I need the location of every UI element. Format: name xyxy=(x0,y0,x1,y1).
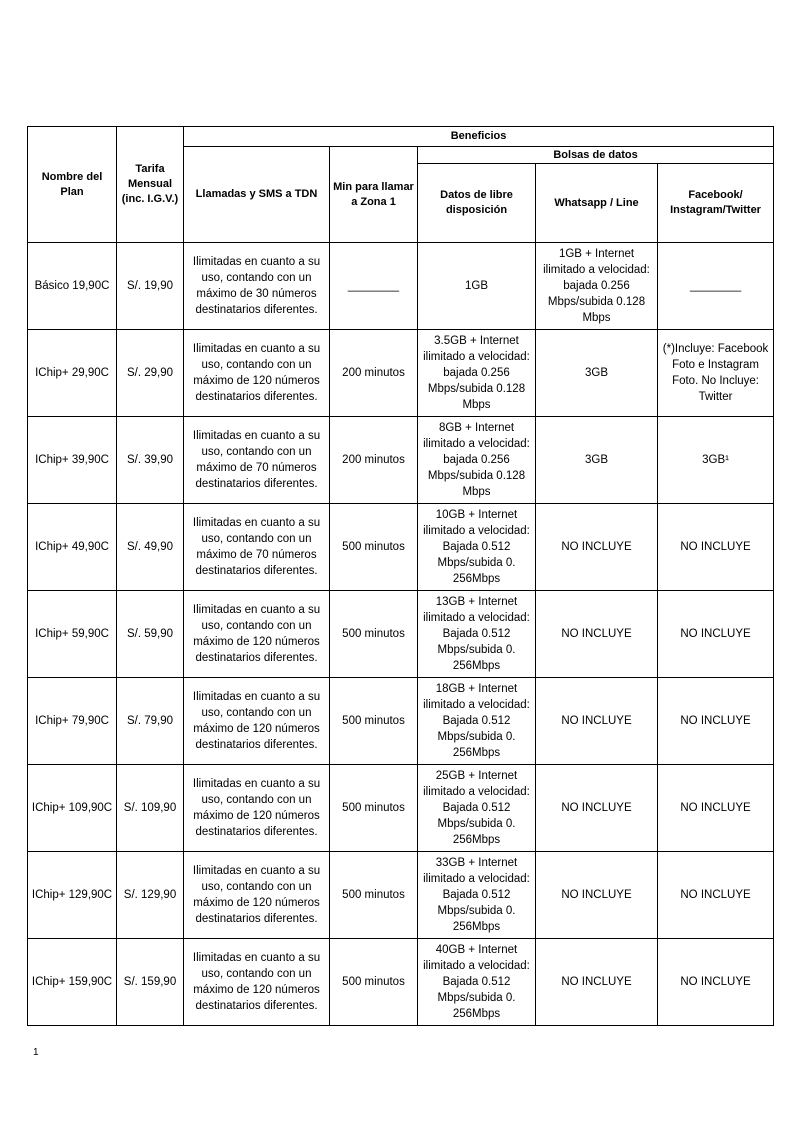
header-data-bags: Bolsas de datos xyxy=(418,147,774,164)
cell-rate: S/. 59,90 xyxy=(117,591,184,678)
cell-whatsapp: NO INCLUYE xyxy=(536,765,658,852)
cell-whatsapp: 3GB xyxy=(536,330,658,417)
cell-data: 33GB + Internet ilimitado a velocidad: Bajada 0.512 Mbps/subida 0. 256Mbps xyxy=(418,852,536,939)
cell-social: NO INCLUYE xyxy=(658,939,774,1026)
cell-plan: IChip+ 59,90C xyxy=(28,591,117,678)
table-row xyxy=(28,939,774,1026)
cell-rate: S/. 49,90 xyxy=(117,504,184,591)
cell-whatsapp: NO INCLUYE xyxy=(536,504,658,591)
cell-plan: IChip+ 29,90C xyxy=(28,330,117,417)
cell-rate: S/. 109,90 xyxy=(117,765,184,852)
cell-minutes: 500 minutos xyxy=(330,939,418,1026)
cell-calls: Ilimitadas en cuanto a su uso, contando con un máximo de 120 números destinatarios diferentes. xyxy=(184,678,330,765)
header-plan-name: Nombre del Plan xyxy=(28,127,117,243)
footnote-marker: 1 xyxy=(33,1047,39,1058)
header-monthly-rate: Tarifa Mensual (inc. I.G.V.) xyxy=(117,127,184,243)
cell-social: NO INCLUYE xyxy=(658,765,774,852)
cell-social: NO INCLUYE xyxy=(658,678,774,765)
table-row xyxy=(28,678,774,765)
plans-table xyxy=(27,126,774,1026)
cell-social: NO INCLUYE xyxy=(658,504,774,591)
cell-data: 10GB + Internet ilimitado a velocidad: Bajada 0.512 Mbps/subida 0. 256Mbps xyxy=(418,504,536,591)
cell-calls: Ilimitadas en cuanto a su uso, contando con un máximo de 120 números destinatarios diferentes. xyxy=(184,765,330,852)
cell-minutes: 500 minutos xyxy=(330,765,418,852)
table-row xyxy=(28,504,774,591)
cell-rate: S/. 159,90 xyxy=(117,939,184,1026)
cell-data: 8GB + Internet ilimitado a velocidad: bajada 0.256 Mbps/subida 0.128 Mbps xyxy=(418,417,536,504)
cell-social: ________ xyxy=(658,243,774,330)
cell-plan: IChip+ 159,90C xyxy=(28,939,117,1026)
cell-whatsapp: NO INCLUYE xyxy=(536,939,658,1026)
cell-calls: Ilimitadas en cuanto a su uso, contando con un máximo de 120 números destinatarios diferentes. xyxy=(184,330,330,417)
cell-calls: Ilimitadas en cuanto a su uso, contando con un máximo de 120 números destinatarios diferentes. xyxy=(184,939,330,1026)
table-row xyxy=(28,591,774,678)
cell-minutes: 200 minutos xyxy=(330,417,418,504)
cell-minutes: 500 minutos xyxy=(330,591,418,678)
cell-whatsapp: NO INCLUYE xyxy=(536,852,658,939)
cell-plan: Básico 19,90C xyxy=(28,243,117,330)
cell-whatsapp: 3GB xyxy=(536,417,658,504)
cell-data: 18GB + Internet ilimitado a velocidad: Bajada 0.512 Mbps/subida 0. 256Mbps xyxy=(418,678,536,765)
cell-rate: S/. 29,90 xyxy=(117,330,184,417)
table-row xyxy=(28,852,774,939)
table-row xyxy=(28,243,774,330)
header-zone-minutes: Min para llamar a Zona 1 xyxy=(330,147,418,243)
cell-plan: IChip+ 129,90C xyxy=(28,852,117,939)
cell-social: 3GB¹ xyxy=(658,417,774,504)
table-row xyxy=(28,330,774,417)
cell-social: NO INCLUYE xyxy=(658,852,774,939)
cell-social: NO INCLUYE xyxy=(658,591,774,678)
cell-rate: S/. 39,90 xyxy=(117,417,184,504)
cell-calls: Ilimitadas en cuanto a su uso, contando con un máximo de 120 números destinatarios diferentes. xyxy=(184,591,330,678)
table-row xyxy=(28,765,774,852)
cell-minutes: 500 minutos xyxy=(330,852,418,939)
cell-whatsapp: NO INCLUYE xyxy=(536,678,658,765)
table-row xyxy=(28,417,774,504)
cell-calls: Ilimitadas en cuanto a su uso, contando con un máximo de 120 números destinatarios diferentes. xyxy=(184,852,330,939)
cell-calls: Ilimitadas en cuanto a su uso, contando con un máximo de 30 números destinatarios diferentes. xyxy=(184,243,330,330)
header-social: Facebook/ Instagram/Twitter xyxy=(658,164,774,243)
cell-data: 13GB + Internet ilimitado a velocidad: Bajada 0.512 Mbps/subida 0. 256Mbps xyxy=(418,591,536,678)
header-benefits: Beneficios xyxy=(184,127,774,147)
header-calls-sms: Llamadas y SMS a TDN xyxy=(184,147,330,243)
cell-rate: S/. 19,90 xyxy=(117,243,184,330)
cell-calls: Ilimitadas en cuanto a su uso, contando con un máximo de 70 números destinatarios diferentes. xyxy=(184,504,330,591)
cell-minutes: ________ xyxy=(330,243,418,330)
cell-data: 25GB + Internet ilimitado a velocidad: Bajada 0.512 Mbps/subida 0. 256Mbps xyxy=(418,765,536,852)
cell-calls: Ilimitadas en cuanto a su uso, contando con un máximo de 70 números destinatarios diferentes. xyxy=(184,417,330,504)
cell-rate: S/. 129,90 xyxy=(117,852,184,939)
cell-plan: IChip+ 109,90C xyxy=(28,765,117,852)
cell-rate: S/. 79,90 xyxy=(117,678,184,765)
header-free-data: Datos de libre disposición xyxy=(418,164,536,243)
cell-social: (*)Incluye: Facebook Foto e Instagram Foto. No Incluye: Twitter xyxy=(658,330,774,417)
cell-plan: IChip+ 49,90C xyxy=(28,504,117,591)
cell-minutes: 200 minutos xyxy=(330,330,418,417)
cell-minutes: 500 minutos xyxy=(330,504,418,591)
header-whatsapp-line: Whatsapp / Line xyxy=(536,164,658,243)
cell-data: 3.5GB + Internet ilimitado a velocidad: bajada 0.256 Mbps/subida 0.128 Mbps xyxy=(418,330,536,417)
cell-minutes: 500 minutos xyxy=(330,678,418,765)
cell-data: 40GB + Internet ilimitado a velocidad: Bajada 0.512 Mbps/subida 0. 256Mbps xyxy=(418,939,536,1026)
cell-plan: IChip+ 39,90C xyxy=(28,417,117,504)
cell-whatsapp: NO INCLUYE xyxy=(536,591,658,678)
cell-plan: IChip+ 79,90C xyxy=(28,678,117,765)
cell-whatsapp: 1GB + Internet ilimitado a velocidad: bajada 0.256 Mbps/subida 0.128 Mbps xyxy=(536,243,658,330)
cell-data: 1GB xyxy=(418,243,536,330)
